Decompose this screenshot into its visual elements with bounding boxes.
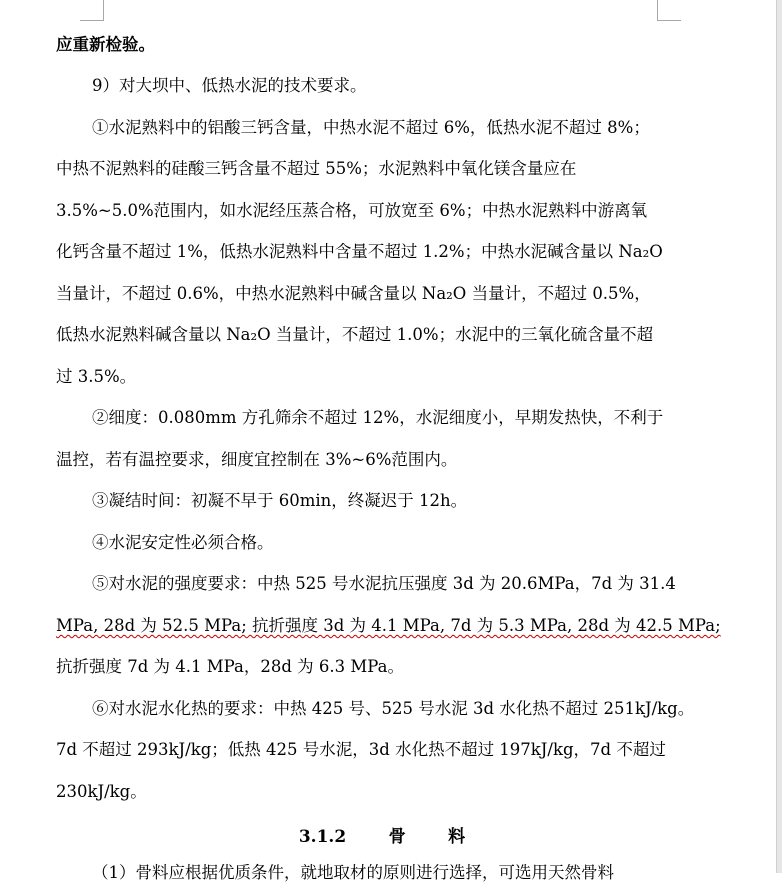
text-line: 温控，若有温控要求，细度宜控制在 3%~6%范围内。 [56,450,458,469]
section-title-char: 料 [448,827,466,847]
text-line: （1）骨料应根据优质条件，就地取材的原则进行选择，可选用天然骨料 [92,863,614,882]
text-line: 过 3.5%。 [56,367,137,386]
text-line: ④水泥安定性必须合格。 [92,533,274,552]
text-line: 抗折强度 7d 为 4.1 MPa，28d 为 6.3 MPa。 [56,657,404,676]
text-line: MPa, 28d 为 52.5 MPa; 抗折强度 3d 为 4.1 MPa, 7d 为 5.3 MPa, 28d 为 42.5 MPa; [56,616,721,635]
text-line: 化钙含量不超过 1%，低热水泥熟料中含量不超过 1.2%；中热水泥碱含量以 Na₂O [56,242,663,261]
section-heading [56,822,708,847]
section-number: 3.1.2 [298,827,347,847]
page-edge [776,0,782,873]
section-title-char: 骨 [388,827,406,847]
text-line: 7d 不超过 293kJ/kg；低热 425 号水泥，3d 水化热不超过 197kJ/kg，7d 不超过 [56,740,666,759]
text-line: 中热不泥熟料的硅酸三钙含量不超过 55%；水泥熟料中氧化镁含量应在 [56,159,577,178]
text-line: ⑤对水泥的强度要求：中热 525 号水泥抗压强度 3d 为 20.6MPa，7d 为 31.4 [92,574,676,593]
text-line: 230kJ/kg。 [56,782,147,801]
text-line: 低热水泥熟料碱含量以 Na₂O 当量计，不超过 1.0%；水泥中的三氧化硫含量不超 [56,325,654,344]
crop-mark-top-left [80,0,104,21]
text-line: ③凝结时间：初凝不早于 60min，终凝迟于 12h。 [92,491,468,510]
text-line: 3.5%~5.0%范围内，如水泥经压蒸合格，可放宽至 6%；中热水泥熟料中游离氧 [56,201,648,220]
text-line: ⑥对水泥水化热的要求：中热 425 号、525 号水泥 3d 水化热不超过 251kJ/kg。 [92,699,695,718]
text-line: ②细度：0.080mm 方孔筛余不超过 12%，水泥细度小，早期发热快，不利于 [92,408,664,427]
text-line: 当量计，不超过 0.6%，中热水泥熟料中碱含量以 Na₂O 当量计，不超过 0.5%， [56,284,651,303]
text-line: 9）对大坝中、低热水泥的技术要求。 [92,76,367,95]
text-line: ①水泥熟料中的铝酸三钙含量，中热水泥不超过 6%，低热水泥不超过 8%； [92,118,650,137]
text-line: 应重新检验。 [56,35,155,54]
crop-mark-top-right [657,0,681,21]
